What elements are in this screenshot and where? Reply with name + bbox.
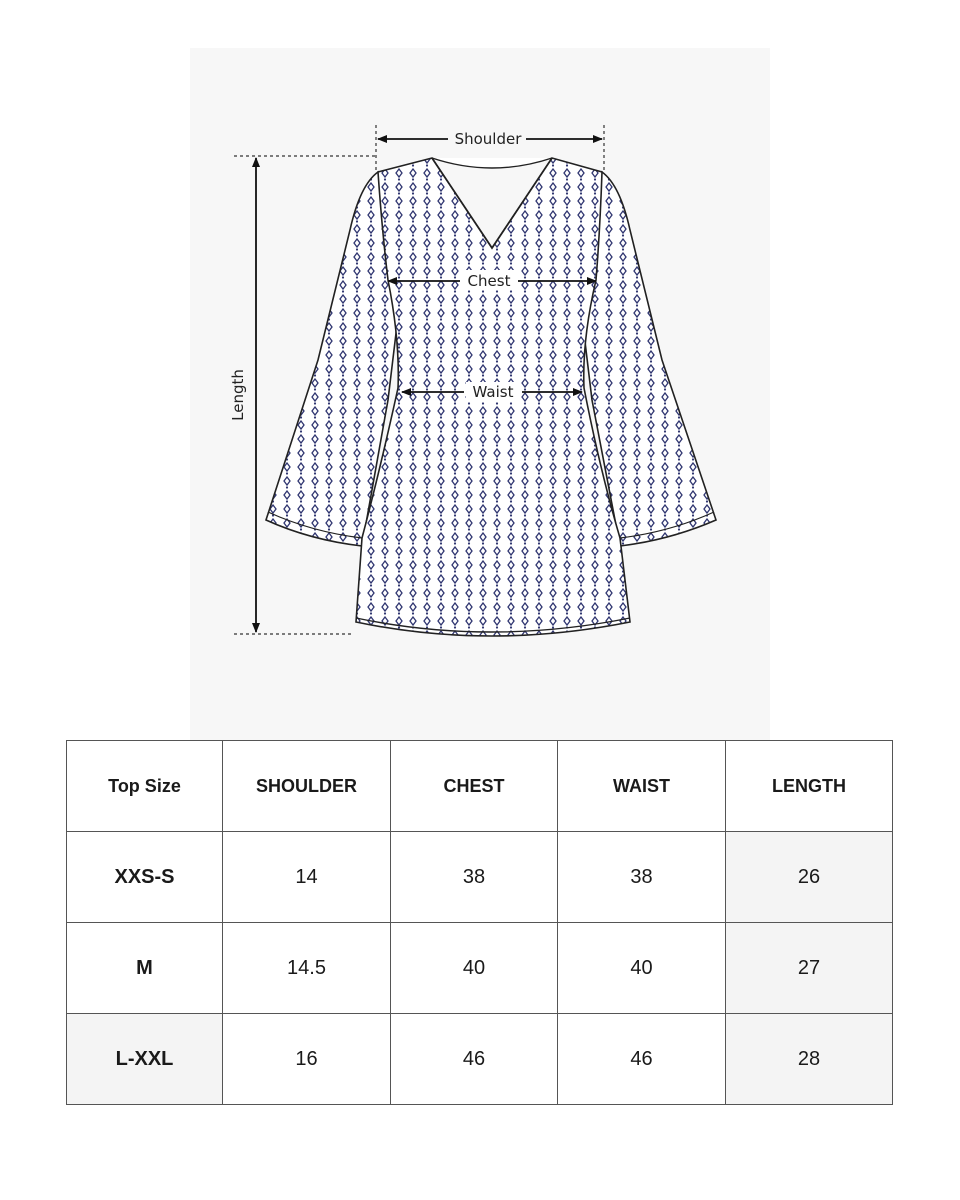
table-row [67, 1014, 893, 1105]
waist-cell: 46 [558, 1014, 726, 1105]
waist-cell: 38 [558, 832, 726, 923]
table-row [67, 832, 893, 923]
waist-cell: 40 [558, 923, 726, 1014]
chest-cell: 40 [391, 923, 558, 1014]
shoulder-cell: 14.5 [223, 923, 391, 1014]
header-chest: CHEST [391, 741, 558, 832]
header-shoulder: SHOULDER [223, 741, 391, 832]
length-label: Length [229, 369, 247, 421]
shoulder-label: Shoulder [454, 130, 522, 148]
header-waist: WAIST [558, 741, 726, 832]
chest-label: Chest [467, 272, 511, 290]
shoulder-cell: 16 [223, 1014, 391, 1105]
length-cell: 26 [726, 832, 893, 923]
size-chart-table [66, 740, 893, 1105]
size-cell: XXS-S [67, 832, 223, 923]
size-cell: M [67, 923, 223, 1014]
header-top-size: Top Size [67, 741, 223, 832]
waist-label: Waist [472, 383, 514, 401]
neckline [432, 158, 552, 168]
size-cell: L-XXL [67, 1014, 223, 1105]
table-header-row [67, 741, 893, 832]
length-cell: 28 [726, 1014, 893, 1105]
length-cell: 27 [726, 923, 893, 1014]
shoulder-cell: 14 [223, 832, 391, 923]
chest-cell: 38 [391, 832, 558, 923]
header-length: LENGTH [726, 741, 893, 832]
table-row [67, 923, 893, 1014]
chest-cell: 46 [391, 1014, 558, 1105]
